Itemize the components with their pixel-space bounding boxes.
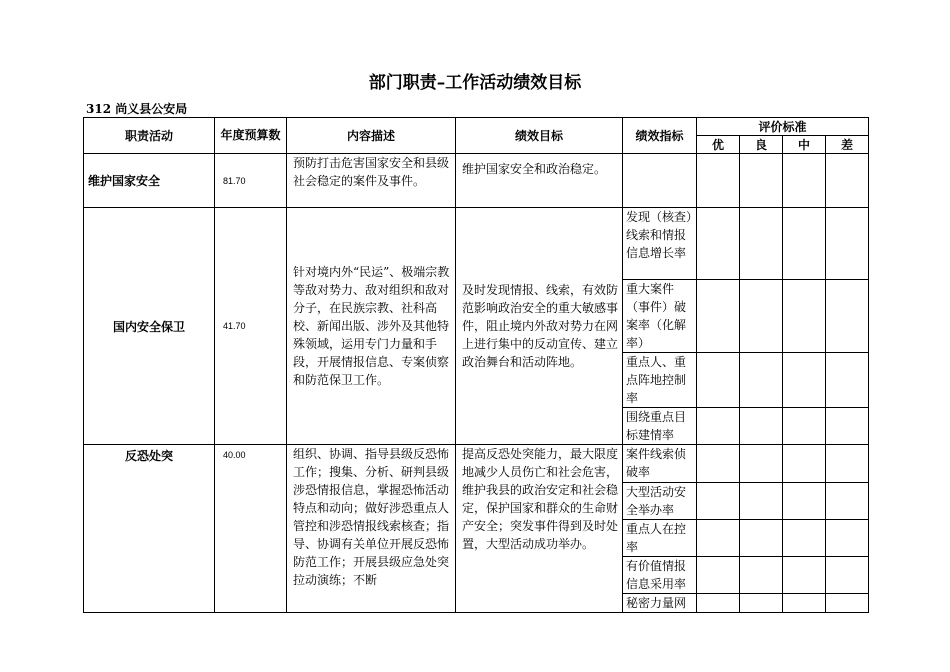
- description-cell: 针对境内外“民运”、极端宗教等敌对势力、敌对组织和敌对分子，在民族宗教、社科高校、新闻出版、涉外及其他特殊领域，运用专门力量和手段，开展情报信息、专案侦察和防范保卫工作。: [287, 208, 456, 445]
- goal-cell: 及时发现情报、线索，有效防范影响政治安全的重大敏感事件，阻止境内外敌对势力在网上进行集中的反动宣传、建立政治舞台和活动阵地。: [456, 208, 623, 445]
- header-standard: 评价标准: [697, 118, 869, 136]
- header-description: 内容描述: [287, 118, 456, 154]
- budget-cell: 41.70: [215, 208, 287, 445]
- description-cell: 预防打击危害国家安全和县级社会稳定的案件及事件。: [287, 154, 456, 208]
- grade-cell: [826, 353, 869, 408]
- goal-cell: 提高反恐处突能力，最大限度地减少人员伤亡和社会危害，维护我县的政治安定和社会稳定，保护国家和群众的生命财产安全；突发事件得到及时处置，大型活动成功举办。: [456, 445, 623, 613]
- header-activity: 职责活动: [84, 118, 215, 154]
- grade-cell: [697, 594, 740, 613]
- performance-table: [83, 117, 869, 613]
- indicator-cell: 重大案件（事件）破案率（化解率）: [623, 280, 697, 353]
- grade-cell: [826, 483, 869, 520]
- grade-good: 良: [740, 136, 783, 154]
- table-row: [84, 445, 869, 483]
- table-row: [84, 154, 869, 208]
- grade-cell: [826, 208, 869, 280]
- goal-cell: 维护国家安全和政治稳定。: [456, 154, 623, 208]
- grade-cell: [697, 408, 740, 445]
- grade-cell: [740, 154, 783, 208]
- grade-cell: [783, 557, 826, 594]
- indicator-cell: 重点人、重点阵地控制率: [623, 353, 697, 408]
- grade-cell: [740, 408, 783, 445]
- grade-cell: [740, 557, 783, 594]
- indicator-cell: 秘密力量网: [623, 594, 697, 613]
- grade-cell: [740, 445, 783, 483]
- grade-cell: [697, 557, 740, 594]
- grade-cell: [740, 353, 783, 408]
- department-label: 312 尚义县公安局: [86, 102, 188, 116]
- grade-cell: [697, 445, 740, 483]
- activity-cell: 维护国家安全: [84, 154, 215, 208]
- grade-cell: [697, 280, 740, 353]
- grade-cell: [783, 520, 826, 557]
- grade-cell: [697, 483, 740, 520]
- budget-cell: 40.00: [215, 445, 287, 613]
- grade-poor: 差: [826, 136, 869, 154]
- grade-excellent: 优: [697, 136, 740, 154]
- indicator-cell: 大型活动安全举办率: [623, 483, 697, 520]
- grade-cell: [783, 208, 826, 280]
- grade-cell: [783, 154, 826, 208]
- grade-cell: [783, 280, 826, 353]
- header-indicator: 绩效指标: [623, 118, 697, 154]
- table-row: [84, 208, 869, 280]
- grade-cell: [826, 445, 869, 483]
- grade-cell: [740, 208, 783, 280]
- indicator-cell: 重点人在控率: [623, 520, 697, 557]
- activity-cell: 反恐处突: [84, 445, 215, 613]
- grade-cell: [740, 520, 783, 557]
- indicator-cell: 有价值情报信息采用率: [623, 557, 697, 594]
- description-cell: 组织、协调、指导县级反恐怖工作；搜集、分析、研判县级涉恐情报信息，掌握恐怖活动特点和动向；做好涉恐重点人管控和涉恐情报线索核查；指导、协调有关单位开展反恐怖防范工作；开展县级应急处突拉动演练；不断: [287, 445, 456, 613]
- grade-cell: [740, 483, 783, 520]
- grade-cell: [697, 154, 740, 208]
- grade-cell: [826, 280, 869, 353]
- activity-cell: 国内安全保卫: [84, 208, 215, 445]
- grade-cell: [740, 594, 783, 613]
- grade-cell: [783, 483, 826, 520]
- grade-medium: 中: [783, 136, 826, 154]
- grade-cell: [783, 445, 826, 483]
- grade-cell: [697, 208, 740, 280]
- indicator-cell: 围绕重点目标建情率: [623, 408, 697, 445]
- grade-cell: [826, 408, 869, 445]
- grade-cell: [783, 408, 826, 445]
- grade-cell: [826, 557, 869, 594]
- budget-cell: 81.70: [215, 154, 287, 208]
- grade-cell: [783, 353, 826, 408]
- grade-cell: [826, 594, 869, 613]
- page-title: 部门职责–工作活动绩效目标: [368, 73, 582, 93]
- grade-cell: [826, 154, 869, 208]
- grade-cell: [826, 520, 869, 557]
- header-goal: 绩效目标: [456, 118, 623, 154]
- indicator-cell: [623, 154, 697, 208]
- grade-cell: [783, 594, 826, 613]
- indicator-cell: 案件线索侦破率: [623, 445, 697, 483]
- grade-cell: [697, 353, 740, 408]
- grade-cell: [697, 520, 740, 557]
- grade-cell: [740, 280, 783, 353]
- indicator-cell: 发现（核查）线索和情报信息增长率: [623, 208, 697, 280]
- header-budget: 年度预算数: [215, 118, 287, 154]
